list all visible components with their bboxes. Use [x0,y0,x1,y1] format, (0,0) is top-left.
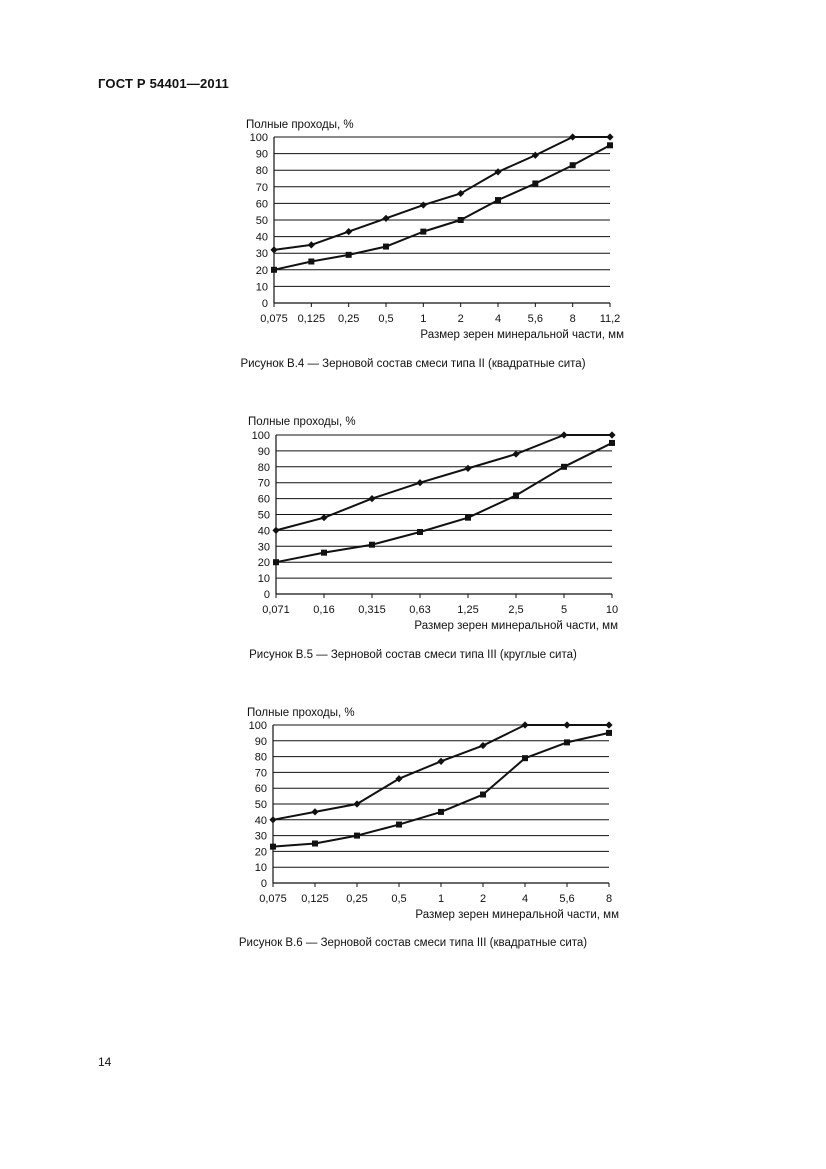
y-tick-label: 90 [257,445,270,458]
data-point-square [383,244,389,250]
chart-figure-b5 [0,408,826,640]
x-tick-label: 8 [569,313,576,325]
y-tick-label: 40 [254,814,267,827]
data-point-diamond [512,450,519,457]
y-tick-label: 70 [254,767,267,780]
x-tick-label: 0,125 [297,313,326,325]
data-point-diamond [345,228,352,235]
data-point-diamond [270,246,277,253]
data-point-square [570,162,576,168]
x-tick-label: 1,25 [457,604,479,616]
y-tick-label: 80 [255,165,268,178]
data-point-square [420,229,426,235]
data-point-square [495,197,501,203]
data-point-square [273,559,279,565]
y-tick-label: 0 [263,589,270,601]
x-tick-label: 8 [605,893,613,905]
data-point-square [458,217,464,223]
data-point-square [346,252,352,258]
y-tick-label: 100 [248,720,267,732]
x-tick-label: 4 [494,313,502,325]
y-tick-label: 80 [254,751,267,764]
x-axis-label: Размер зерен минеральной части, мм [420,329,624,341]
data-point-square [354,833,360,839]
series-line-2 [274,145,610,269]
x-tick-label: 2,5 [508,604,524,616]
data-point-square [270,844,276,850]
data-point-square [465,515,471,521]
document-header: ГОСТ Р 54401—2011 [98,76,229,91]
x-tick-label: 0,075 [259,893,287,905]
data-point-diamond [311,808,318,815]
y-tick-label: 0 [261,298,268,310]
chart-figure-b6 [0,698,826,930]
data-point-square [480,792,486,798]
x-tick-label: 11,2 [599,313,621,325]
y-tick-label: 30 [255,248,268,261]
data-point-diamond [272,527,279,534]
y-tick-label: 10 [254,862,267,875]
y-tick-label: 50 [255,215,268,227]
data-point-diamond [608,431,615,438]
chart-caption-b5: Рисунок В.5 — Зерновой состав смеси типа III (круглые сита) [249,649,577,661]
y-tick-label: 60 [255,198,268,211]
y-tick-label: 90 [255,148,268,161]
x-axis-label: Размер зерен минеральной части, мм [414,620,618,632]
x-tick-label: 0,25 [346,893,368,905]
data-point-square [271,267,277,273]
data-point-square [438,809,444,815]
y-tick-label: 10 [257,573,270,586]
y-tick-label: 0 [260,878,267,890]
x-axis-label: Размер зерен минеральной части, мм [415,909,619,921]
y-tick-label: 40 [257,525,270,538]
data-point-diamond [521,721,528,728]
x-tick-label: 4 [521,893,529,905]
data-point-square [417,529,423,535]
y-tick-label: 70 [257,477,270,490]
data-point-square [564,739,570,745]
x-tick-label: 0,25 [337,313,360,325]
x-tick-label: 0,16 [313,604,335,616]
data-point-diamond [605,721,612,728]
y-tick-label: 60 [254,783,267,796]
data-point-diamond [479,742,486,749]
data-point-square [606,730,612,736]
x-tick-label: 10 [605,604,619,616]
x-tick-label: 5,6 [559,893,575,905]
data-point-diamond [382,215,389,222]
series-line-2 [273,733,609,847]
y-tick-label: 30 [257,541,270,554]
data-point-square [312,841,318,847]
data-point-diamond [420,201,427,208]
data-point-diamond [563,721,570,728]
x-tick-label: 2 [479,893,487,905]
data-point-diamond [320,514,327,521]
y-tick-label: 100 [251,430,270,442]
data-point-diamond [416,479,423,486]
data-point-diamond [464,465,471,472]
y-tick-label: 50 [257,509,270,522]
y-tick-label: 30 [254,830,267,843]
y-tick-label: 20 [255,264,268,277]
y-tick-label: 80 [257,461,270,474]
chart-figure-b4 [0,110,826,455]
y-axis-label: Полные проходы, % [246,119,354,131]
data-point-square [609,440,615,446]
data-point-square [396,822,402,828]
x-tick-label: 5,6 [527,313,543,325]
data-point-square [522,755,528,761]
data-point-diamond [308,241,315,248]
data-point-diamond [569,133,576,140]
y-tick-label: 90 [254,735,267,748]
series-line-2 [276,443,612,562]
data-point-square [561,464,567,470]
y-axis-label: Полные проходы, % [247,707,355,719]
data-point-diamond [269,816,276,823]
y-tick-label: 10 [255,281,268,294]
data-point-diamond [437,758,444,765]
page-number: 14 [98,1055,112,1069]
x-tick-label: 0,315 [358,604,386,616]
data-point-square [513,492,519,498]
data-point-square [607,142,613,148]
y-tick-label: 100 [249,132,268,144]
data-point-diamond [606,133,613,140]
y-tick-label: 60 [257,493,270,506]
x-tick-label: 2 [457,313,464,325]
y-tick-label: 20 [254,846,267,859]
data-point-diamond [532,152,539,159]
x-tick-label: 0,5 [378,313,394,325]
x-tick-label: 0,125 [301,893,329,905]
y-tick-label: 20 [257,557,270,570]
data-point-square [308,259,314,265]
x-tick-label: 0,5 [391,893,407,905]
data-point-square [532,180,538,186]
data-point-diamond [560,431,567,438]
chart-caption-b4: Рисунок В.4 — Зерновой состав смеси типа II (квадратные сита) [240,358,586,370]
x-tick-label: 0,075 [260,313,288,325]
y-axis-label: Полные проходы, % [248,416,356,428]
x-tick-label: 1 [437,893,445,905]
x-tick-label: 5 [560,604,568,616]
data-point-square [369,542,375,548]
x-tick-label: 1 [420,313,427,325]
y-tick-label: 40 [255,231,268,244]
y-tick-label: 70 [255,181,268,194]
chart-caption-b6: Рисунок В.6 — Зерновой состав смеси типа III (квадратные сита) [238,937,588,949]
y-tick-label: 50 [254,799,267,811]
x-tick-label: 0,63 [409,604,431,616]
data-point-square [321,550,327,556]
x-tick-label: 0,071 [262,604,290,616]
data-point-diamond [368,495,375,502]
